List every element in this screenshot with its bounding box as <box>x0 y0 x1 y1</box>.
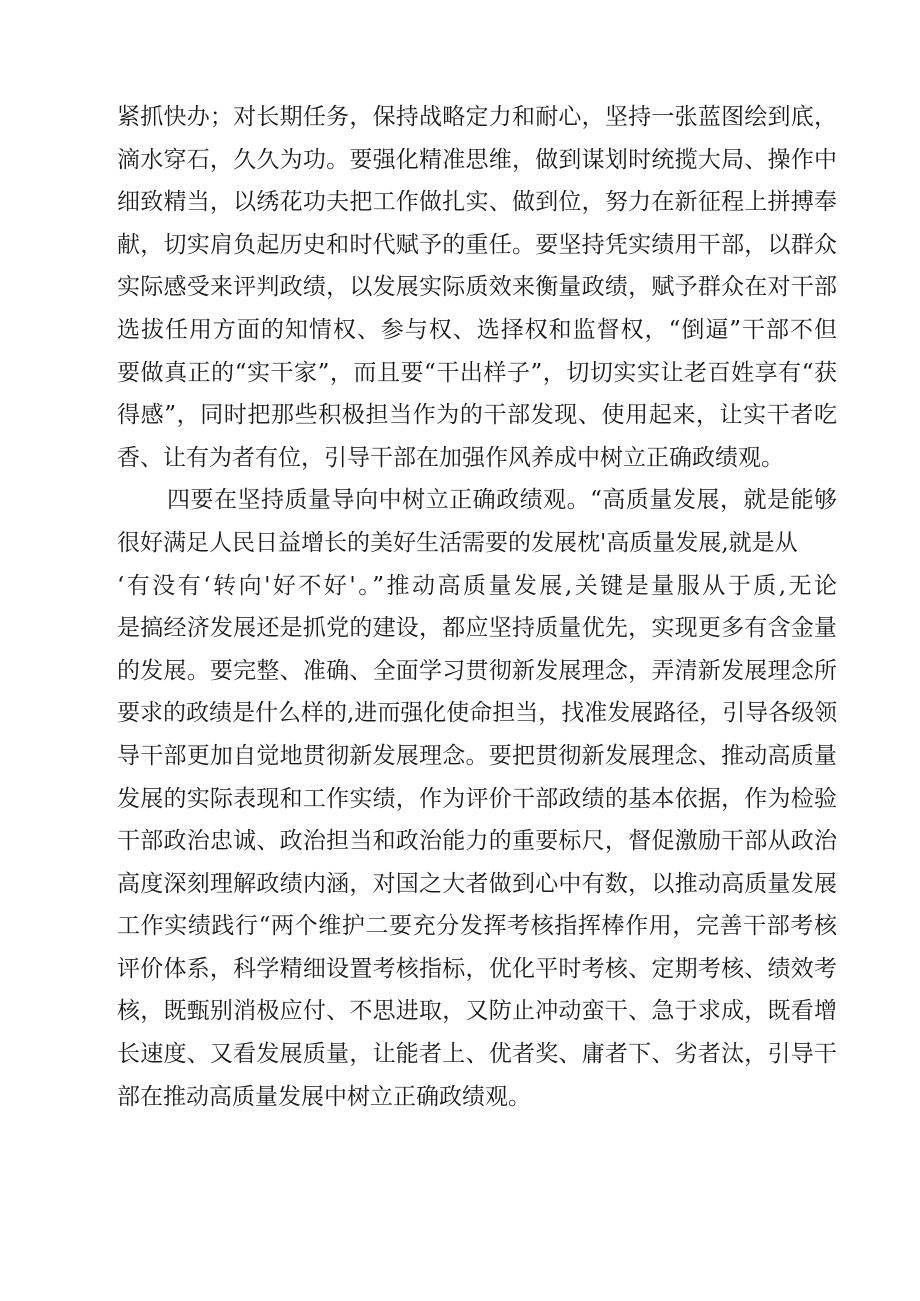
text-line: 得感”，同时把那些积极担当作为的干部发现、使用起来，让实干者吃 <box>117 402 837 429</box>
text-line: 香、让有为者有位，引导干部在加强作风养成中树立正确政绩观。 <box>117 444 784 471</box>
text-line: 发展的实际表现和工作实绩，作为评价干部政绩的基本依据，作为检验 <box>117 785 837 812</box>
document-body <box>117 96 837 1118</box>
text-line: 核，既甄别消极应付、不思进取，又防止冲动蛮干、急于求成，既看增 <box>117 998 837 1025</box>
text-line: 干部政治忠诚、政治担当和政治能力的重要标尺，督促激励干部从政治 <box>117 828 837 855</box>
text-line: 四要在坚持质量导向中树立正确政绩观。“高质量发展，就是能够 <box>167 487 837 514</box>
text-line: 实际感受来评判政绩，以发展实际质效来衡量政绩，赋予群众在对干部 <box>117 274 837 301</box>
paragraph-1 <box>117 96 837 479</box>
text-line: 的发展。要完整、准确、全面学习贯彻新发展理念，弄清新发展理念所 <box>117 657 837 684</box>
text-line: 评价体系，科学精细设置考核指标，优化平时考核、定期考核、绩效考 <box>117 955 837 982</box>
text-line: 高度深刻理解政绩内涵，对国之大者做到心中有数，以推动高质量发展 <box>117 870 837 897</box>
text-line: 滴水穿石，久久为功。要强化精准思维，做到谋划时统揽大局、操作中 <box>117 146 837 173</box>
text-line: 工作实绩践行“两个维护二要充分发挥考核指挥棒作用，完善干部考核 <box>117 913 837 940</box>
text-line: 导干部更加自觉地贯彻新发展理念。要把贯彻新发展理念、推动高质量 <box>117 742 837 769</box>
text-line: 是搞经济发展还是抓党的建设，都应坚持质量优先，实现更多有含金量 <box>117 615 837 642</box>
text-line: 细致精当，以绣花功夫把工作做扎实、做到位，努力在新征程上拼搏奉 <box>117 189 837 216</box>
text-line: 要做真正的“实干家”，而且要“干出样子”，切切实实让老百姓享有“获 <box>117 359 837 386</box>
text-line: 部在推动高质量发展中树立正确政绩观。 <box>117 1083 531 1110</box>
text-line: 献，切实肩负起历史和时代赋予的重任。要坚持凭实绩用干部，以群众 <box>117 231 837 258</box>
text-line: 选拔任用方面的知情权、参与权、选择权和监督权，“倒逼”干部不但 <box>117 316 837 343</box>
text-line: 很好满足人民日益增长的美好生活需要的发展枕'高质量发展,就是从 <box>117 529 798 556</box>
text-line: 长速度、又看发展质量，让能者上、优者奖、庸者下、劣者汰，引导干 <box>117 1041 837 1068</box>
text-line: ‘有没有‘转向'好不好'。”推动高质量发展,关键是量服从于质,无论 <box>117 572 837 599</box>
text-line: 要求的政绩是什么样的,进而强化使命担当，找准发展路径，引导各级领 <box>117 700 838 727</box>
text-line: 紧抓快办；对长期任务，保持战略定力和耐心，坚持一张蓝图绘到底， <box>117 104 837 130</box>
paragraph-2 <box>117 479 837 1118</box>
